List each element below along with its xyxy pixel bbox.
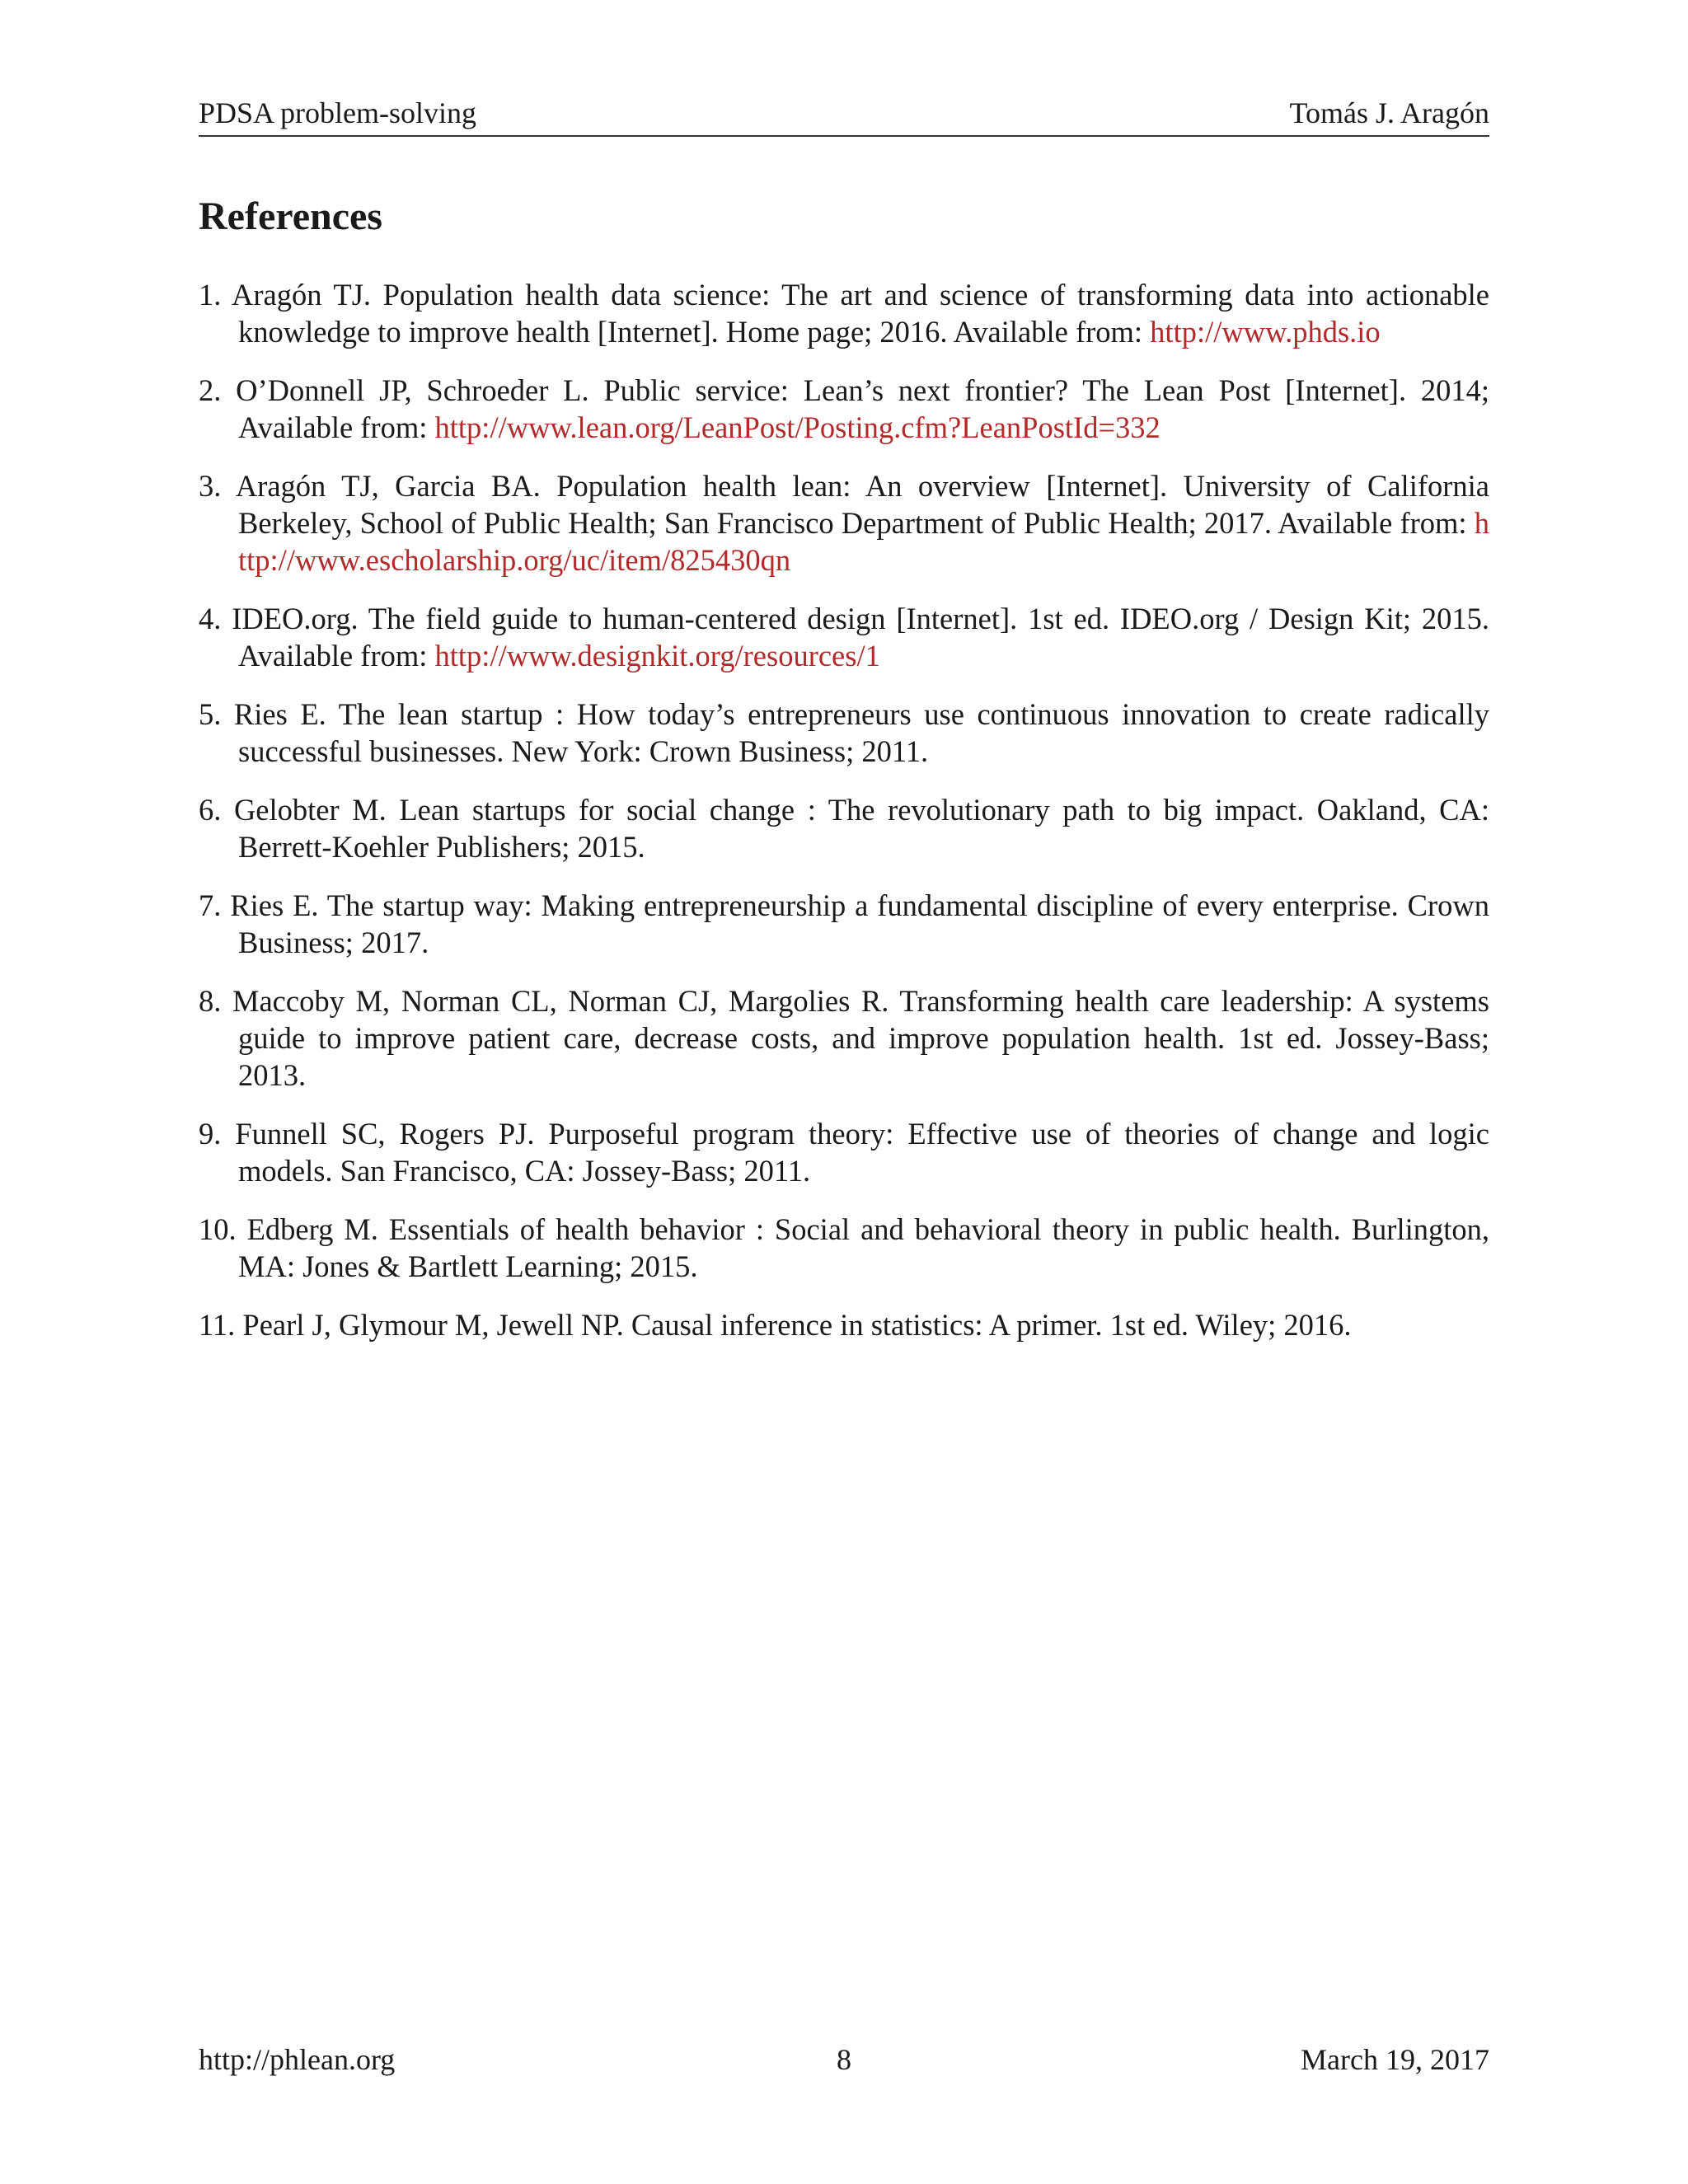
reference-link[interactable]: http://www.designkit.org/resources/1	[434, 639, 880, 673]
reference-number: 11.	[199, 1308, 236, 1342]
reference-item	[199, 1115, 1489, 1189]
reference-link[interactable]: http://www.phds.io	[1150, 315, 1381, 349]
reference-text: IDEO.org. The field guide to human-centered design [Internet]. 1st ed. IDEO.org / Design Kit; 2015. Available from:	[232, 602, 1489, 673]
reference-item	[199, 467, 1489, 579]
reference-number: 7.	[199, 888, 222, 922]
reference-text: Maccoby M, Norman CL, Norman CJ, Margolies R. Transforming health care leadership: A systems guide to improve patient care, decrease costs, and improve population health. 1st ed. Jossey-Bass; 2013.	[232, 984, 1489, 1092]
reference-number: 9.	[199, 1117, 222, 1151]
reference-text: Aragón TJ. Population health data science: The art and science of transforming data into actionable knowledge to improve health [Internet]. Home page; 2016. Available from:	[231, 278, 1489, 349]
header-title: PDSA problem-solving	[199, 96, 477, 129]
reference-item	[199, 982, 1489, 1094]
footer-url: http://phlean.org	[199, 2043, 396, 2076]
reference-item	[199, 600, 1489, 674]
reference-link[interactable]: http://www.escholarship.org/uc/item/825430qn	[238, 506, 1489, 577]
section-title: References	[199, 194, 382, 238]
running-footer	[199, 2042, 1489, 2083]
page-number: 8	[837, 2043, 851, 2076]
reference-number: 6.	[199, 793, 222, 827]
reference-item	[199, 1211, 1489, 1285]
reference-number: 4.	[199, 602, 222, 635]
reference-link[interactable]: http://www.lean.org/LeanPost/Posting.cfm?LeanPostId=332	[434, 410, 1160, 444]
reference-number: 3.	[199, 469, 222, 503]
header-author: Tomás J. Aragón	[1289, 96, 1489, 129]
footer-date: March 19, 2017	[1301, 2043, 1489, 2076]
reference-item	[199, 791, 1489, 865]
reference-item	[199, 372, 1489, 446]
reference-number: 10.	[199, 1212, 237, 1246]
reference-number: 2.	[199, 373, 222, 407]
reference-item	[199, 696, 1489, 770]
reference-number: 5.	[199, 697, 222, 731]
reference-number: 1.	[199, 278, 222, 312]
reference-text: Pearl J, Glymour M, Jewell NP. Causal inference in statistics: A primer. 1st ed. Wiley; 2016.	[242, 1308, 1352, 1342]
reference-item	[199, 887, 1489, 961]
reference-text: Ries E. The lean startup : How today’s entrepreneurs use continuous innovation to create radically successful businesses. New York: Crown Business; 2011.	[233, 697, 1490, 768]
reference-text: Edberg M. Essentials of health behavior : Social and behavioral theory in public health. Burlington, MA: Jones & Bartlett Learning; 2015.	[238, 1212, 1489, 1283]
reference-text: Aragón TJ, Garcia BA. Population health lean: An overview [Internet]. University of California Berkeley, School of Public Health; San Francisco Department of Public Health; 2017. Available from:	[235, 469, 1489, 540]
reference-text: Ries E. The startup way: Making entrepreneurship a fundamental discipline of every enterprise. Crown Business; 2017.	[230, 888, 1489, 959]
reference-text: Gelobter M. Lean startups for social change : The revolutionary path to big impact. Oakland, CA: Berrett-Koehler Publishers; 2015.	[233, 793, 1489, 864]
reference-text: Funnell SC, Rogers PJ. Purposeful program theory: Effective use of theories of change and logic models. San Francisco, CA: Jossey-Bass; 2011.	[235, 1117, 1489, 1188]
reference-number: 8.	[199, 984, 222, 1018]
reference-text: O’Donnell JP, Schroeder L. Public service: Lean’s next frontier? The Lean Post [Internet]. 2014; Available from:	[236, 373, 1490, 444]
reference-item	[199, 1306, 1489, 1343]
reference-list	[199, 276, 1489, 1365]
running-header	[199, 92, 1489, 137]
reference-item	[199, 276, 1489, 350]
